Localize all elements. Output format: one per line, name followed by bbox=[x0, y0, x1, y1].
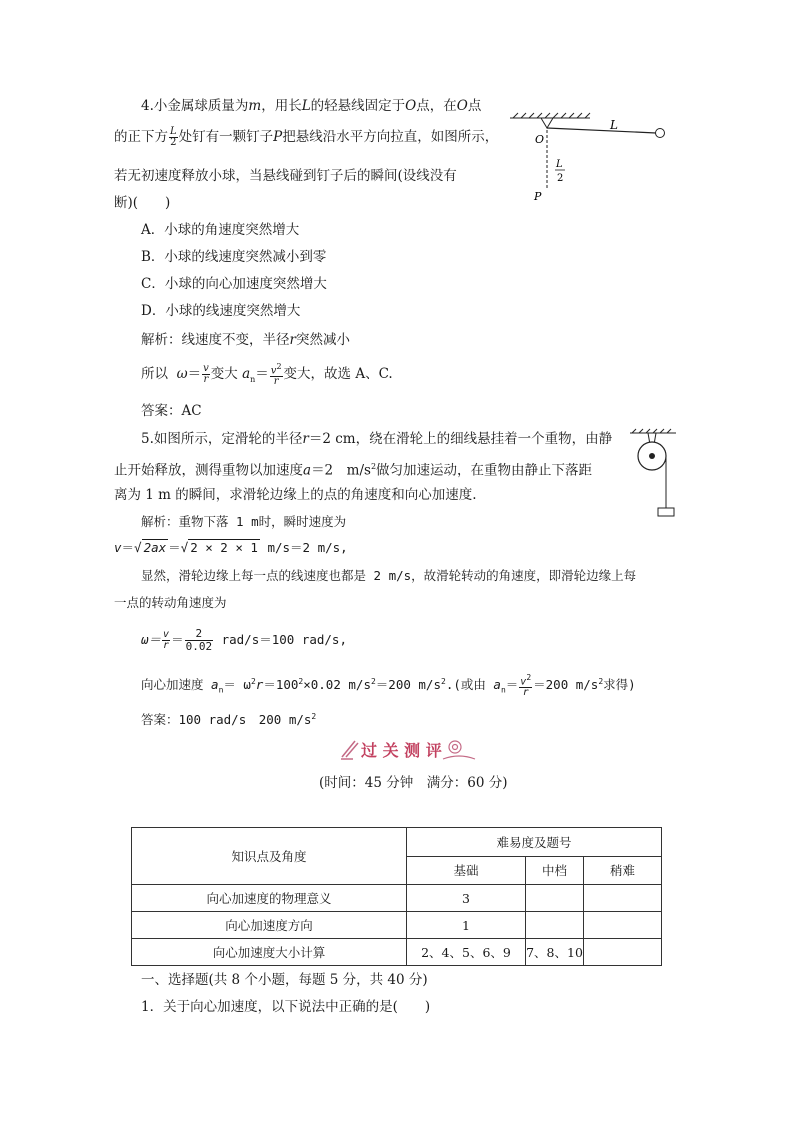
table-row bbox=[132, 885, 662, 912]
header-mid: 中档 bbox=[526, 856, 584, 885]
difficulty-table bbox=[131, 827, 662, 966]
cell-basic: 3 bbox=[407, 885, 526, 912]
pendulum-figure bbox=[505, 112, 675, 204]
banner-title: 过 关 测 评 bbox=[361, 741, 442, 760]
header-basic: 基础 bbox=[407, 856, 526, 885]
cell-basic: 1 bbox=[407, 912, 526, 939]
q4-line3: 若无初速度释放小球，当悬线碰到钉子后的瞬间(设线没有 bbox=[114, 168, 457, 184]
section-banner bbox=[339, 735, 479, 763]
cell-basic: 2、4、5、6、9 bbox=[407, 939, 526, 966]
q5-omega-eq: ω＝ $\frac{v}{r}$ ＝ $\frac{2}{0.02}$ rad/s＝100 rad/s, bbox=[141, 627, 347, 653]
q5-analysis-3: 一点的转动角速度为 bbox=[114, 595, 227, 610]
q4-option-a: A．小球的角速度突然增大 bbox=[141, 222, 300, 238]
table-row bbox=[132, 939, 662, 966]
cell-mid bbox=[526, 912, 584, 939]
q5-answer: 答案：100 rad/s 200 $m/s^2$ bbox=[141, 712, 317, 728]
label-L: L bbox=[610, 118, 618, 132]
cell-hard bbox=[584, 912, 662, 939]
q4-analysis-2: 所以 ω＝ $\frac{v}{r}$ 变大 $a_n=$ $\frac{v^2}{r}$ 变大，故选 A、C. bbox=[141, 362, 393, 388]
q4-option-d: D．小球的线速度突然增大 bbox=[141, 303, 301, 319]
header-hard: 稍难 bbox=[584, 856, 662, 885]
label-half-den: 2 bbox=[557, 173, 564, 184]
q5-line3: 离为 1 m 的瞬间，求滑轮边缘上的点的角速度和向心加速度. bbox=[114, 487, 477, 503]
cell-mid bbox=[526, 885, 584, 912]
swirl-icon bbox=[443, 741, 475, 759]
label-O: O bbox=[535, 133, 545, 146]
q4-analysis-1: 解析：线速度不变，半径r突然减小 bbox=[141, 332, 350, 348]
q4-line1: 4.小金属球质量为m，用长L的轻悬线固定于O点，在O点 bbox=[141, 98, 482, 114]
pulley-axle bbox=[649, 453, 655, 459]
header-difficulty: 难易度及题号 bbox=[407, 828, 662, 857]
q4-line4: 断)( ) bbox=[114, 195, 171, 211]
cell-topic: 向心加速度方向 bbox=[132, 912, 407, 939]
pencil-icon bbox=[341, 741, 358, 759]
label-half-num: L bbox=[556, 159, 563, 170]
cell-topic: 向心加速度大小计算 bbox=[132, 939, 407, 966]
section-heading: 一、选择题(共 8 个小题，每题 5 分，共 40 分) bbox=[141, 972, 428, 988]
metal-ball bbox=[656, 129, 665, 138]
q4-option-c: C．小球的向心加速度突然增大 bbox=[141, 276, 327, 292]
cell-hard bbox=[584, 885, 662, 912]
q4-answer: 答案：AC bbox=[141, 403, 202, 419]
hanging-weight bbox=[658, 508, 674, 516]
thread-line bbox=[547, 128, 656, 133]
label-P: P bbox=[534, 190, 542, 203]
pivot-bracket bbox=[541, 118, 553, 128]
table-row bbox=[132, 912, 662, 939]
cell-mid: 7、8、10 bbox=[526, 939, 584, 966]
q5-accel-eq: 向心加速度 $a_n= \omega^2r=100^2\times 0.02$ $m/s^2=200$ $m/s^2$.(或由 $a_n=$ $\frac{v^2}{r}$ ＝200 $m/s^2$求得) bbox=[141, 673, 636, 699]
ceiling-hatch bbox=[510, 113, 590, 118]
q5-analysis-2: 显然，滑轮边缘上每一点的线速度也都是 2 m/s，故滑轮转动的角速度，即滑轮边缘上每 bbox=[141, 568, 637, 583]
q4-option-b: B．小球的线速度突然减小到零 bbox=[141, 249, 327, 265]
header-topic: 知识点及角度 bbox=[132, 828, 407, 885]
question-1: 1．关于向心加速度，以下说法中正确的是( ) bbox=[141, 999, 431, 1015]
pulley-figure bbox=[628, 428, 678, 520]
q4-line2: 的正下方 $\frac{L}{2}$ 处钉有一颗钉子P把悬线沿水平方向拉直，如图所示， bbox=[114, 126, 499, 148]
q5-line1: 5.如图所示，定滑轮的半径r＝2 cm，绕在滑轮上的细线悬挂着一个重物，由静 bbox=[141, 431, 613, 447]
q5-analysis-1: 解析：重物下落 1 m时，瞬时速度为 bbox=[141, 514, 347, 529]
q5-line2: 止开始释放，测得重物以加速度a＝2 $m/s^2$做匀加速运动，在重物由静止下落距 bbox=[114, 462, 593, 479]
cell-hard bbox=[584, 939, 662, 966]
time-note: (时间：45 分钟 满分：60 分) bbox=[319, 775, 508, 791]
cell-topic: 向心加速度的物理意义 bbox=[132, 885, 407, 912]
q5-velocity-eq: v＝√ 2ax ＝√ 2 × 2 × 1 m/s＝2 m/s, bbox=[114, 540, 348, 555]
